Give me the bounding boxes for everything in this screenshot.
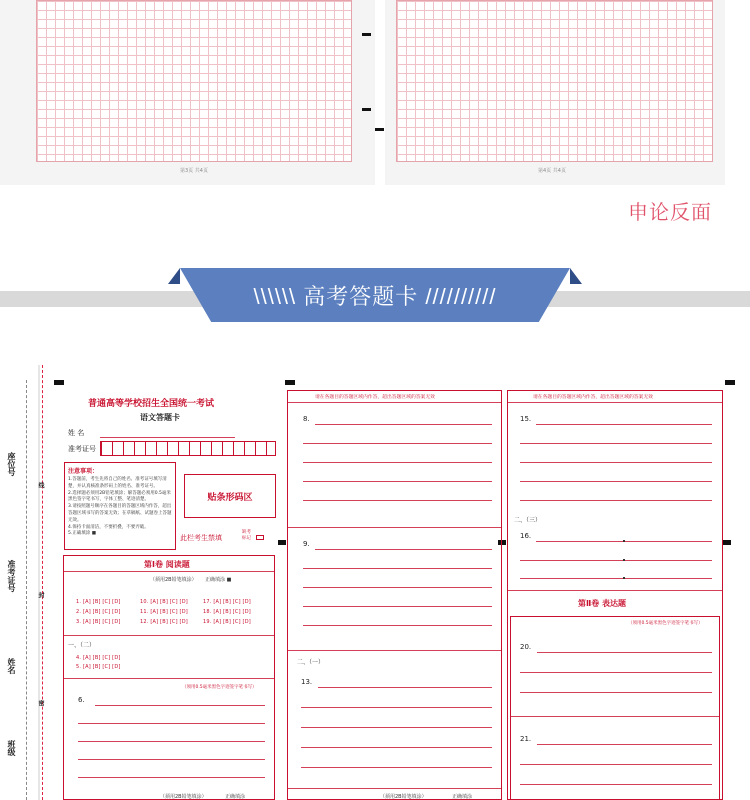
timing-mark: [375, 128, 384, 131]
answer-line[interactable]: [303, 606, 492, 607]
banner-fold-right: [570, 268, 582, 284]
bottom-fill-correct: 正确填涂: [452, 794, 473, 800]
answer-line[interactable]: [301, 747, 492, 748]
bottom-fill-note: （须用2B铅笔填涂）: [160, 794, 207, 800]
mc-divider: [63, 635, 275, 636]
bottom-fill-correct: 正确填涂: [225, 794, 246, 800]
absent-checkbox[interactable]: [256, 535, 264, 540]
answer-line[interactable]: [303, 500, 492, 501]
barcode-area: [184, 474, 276, 518]
answer-line[interactable]: [520, 672, 712, 673]
dot-mark: [623, 559, 625, 561]
warning-rule: [507, 402, 723, 403]
dot-mark: [623, 540, 625, 542]
section1-title-rule: [63, 571, 275, 572]
timing-mark: [285, 380, 295, 385]
answer-line[interactable]: [537, 744, 712, 745]
answer-line[interactable]: [520, 764, 712, 765]
mc-option[interactable]: 19. [A] [B] [C] [D]: [203, 619, 251, 625]
answer-line[interactable]: [520, 462, 712, 463]
secret-line-label: 密: [37, 700, 44, 706]
fill-note: （须用2B铅笔填涂）: [150, 577, 197, 583]
answer-line[interactable]: [301, 707, 492, 708]
exam-id-boxes[interactable]: [100, 441, 276, 456]
mc-option[interactable]: 5. [A] [B] [C] [D]: [76, 664, 121, 670]
class-side-label: 班级: [7, 740, 16, 756]
question-13-label: 13.: [301, 678, 313, 686]
no-fill-label: 此栏考生禁填: [180, 534, 222, 542]
absent-label: 缺考标记: [242, 530, 251, 541]
exam-id-side-label: 准考证号: [7, 560, 16, 592]
answer-line[interactable]: [520, 481, 712, 482]
answer-line[interactable]: [303, 443, 492, 444]
section2-frame: [510, 616, 720, 800]
answer-line[interactable]: [78, 777, 265, 778]
answer-line[interactable]: [520, 784, 712, 785]
note-item: 2.选择题必须用2B铅笔填涂；解答题必须用0.5毫米黑色签字笔书写，字体工整、笔迹清楚。: [68, 490, 171, 503]
middle-answer-frame: [287, 390, 502, 800]
mc-option[interactable]: 11. [A] [B] [C] [D]: [140, 609, 188, 615]
exam-id-label: 准考证号: [68, 445, 96, 453]
answer-line[interactable]: [303, 625, 492, 626]
note-item: 4.保持卡面清洁，不要折叠，不要弄破。: [68, 524, 149, 530]
answer-line[interactable]: [95, 705, 265, 706]
question-divider: [507, 590, 723, 591]
dot-mark: [623, 577, 625, 579]
left-essay-grid: [36, 0, 352, 162]
answer-line[interactable]: [318, 687, 492, 688]
pen-note: （须用0.5毫米黑色字迹签字笔书写）: [182, 685, 257, 690]
answer-line[interactable]: [520, 560, 712, 561]
sub-section-label: 二、（三）: [514, 517, 542, 524]
timing-mark: [723, 540, 731, 545]
name-side-label: 姓名: [7, 658, 16, 674]
bottom-fill-note: （须用2B铅笔填涂）: [380, 794, 427, 800]
question-20-label: 20.: [520, 643, 532, 651]
sub-section-label: 二、（一）: [297, 659, 325, 666]
note-item: 3.请按照题号顺序在各题目的答题区域内作答，超出答题区域书写的答案无效；在草稿纸、试题卷上答题无效。: [68, 504, 172, 523]
question-8-label: 8.: [303, 415, 310, 423]
answer-line[interactable]: [78, 759, 265, 760]
timing-mark: [725, 380, 735, 385]
mc-option[interactable]: 10. [A] [B] [C] [D]: [140, 599, 188, 605]
name-field-line[interactable]: [100, 437, 235, 438]
answer-line[interactable]: [520, 443, 712, 444]
question-21-label: 21.: [520, 735, 532, 743]
question-15-label: 15.: [520, 415, 532, 423]
mc-option[interactable]: 18. [A] [B] [C] [D]: [203, 609, 251, 615]
card-title: 语文答题卡: [140, 413, 180, 422]
fill-correct: 正确填涂 ■: [205, 577, 232, 583]
name-label: 姓 名: [68, 429, 85, 437]
section-caption: 申论反面: [628, 200, 712, 224]
exam-title: 普通高等学校招生全国统一考试: [88, 399, 215, 409]
mc-divider: [63, 678, 275, 679]
question-divider: [510, 716, 720, 717]
answer-line[interactable]: [520, 578, 712, 579]
timing-mark: [278, 540, 286, 545]
timing-mark: [54, 380, 64, 385]
seal-line-label: 封: [37, 592, 44, 598]
area-warning: 请在各题目的答题区域内作答，超出答题区域的答案无效: [315, 395, 435, 400]
mc-option[interactable]: 3. [A] [B] [C] [D]: [76, 619, 121, 625]
note-item: 1.答题前，考生先将自己的姓名、准考证号填写清楚，并认真核准条形码上的姓名、准考证号。: [68, 477, 167, 489]
timing-mark: [362, 33, 371, 36]
question-divider: [287, 650, 502, 651]
answer-line[interactable]: [303, 462, 492, 463]
notes-text: [68, 477, 173, 538]
answer-line[interactable]: [315, 549, 492, 550]
question-9-label: 9.: [303, 540, 310, 548]
banner-fold-left: [168, 268, 180, 284]
card-shadow: [38, 365, 40, 800]
left-page-number: 第3页 共4页: [180, 168, 208, 174]
mc-option[interactable]: 12. [A] [B] [C] [D]: [140, 619, 188, 625]
pen-note: （须用0.5毫米黑色字迹签字笔书写）: [628, 621, 703, 626]
warning-rule: [287, 402, 502, 403]
section2-title: 第Ⅱ卷 表达题: [578, 599, 627, 608]
right-essay-grid: [396, 0, 713, 162]
seat-number-label: 座位号: [7, 452, 16, 476]
answer-line[interactable]: [315, 424, 492, 425]
notes-title: 注意事项：: [68, 468, 99, 475]
mc-option[interactable]: 4. [A] [B] [C] [D]: [76, 655, 121, 661]
question-6-label: 6.: [78, 696, 85, 704]
mc-option[interactable]: 2. [A] [B] [C] [D]: [76, 609, 121, 615]
sub-section-label: 一、（二）: [68, 642, 96, 649]
area-warning: 请在各题目的答题区域内作答，超出答题区域的答案无效: [533, 395, 653, 400]
question-16-label: 16.: [520, 532, 532, 540]
timing-mark: [362, 108, 371, 111]
question-divider: [287, 788, 502, 789]
mc-option[interactable]: 1. [A] [B] [C] [D]: [76, 599, 121, 605]
side-divider: [26, 380, 27, 800]
answer-line[interactable]: [520, 500, 712, 501]
banner-title: \\\\\\ 高考答题卡 //////////: [253, 283, 497, 309]
answer-line[interactable]: [301, 767, 492, 768]
answer-line[interactable]: [78, 741, 265, 742]
mc-option[interactable]: 17. [A] [B] [C] [D]: [203, 599, 251, 605]
cut-line-label: 线: [37, 482, 44, 488]
section1-title: 第Ⅰ卷 阅读题: [144, 560, 190, 569]
answer-line[interactable]: [301, 727, 492, 728]
answer-line[interactable]: [303, 568, 492, 569]
answer-line[interactable]: [536, 424, 712, 425]
question-divider: [287, 527, 502, 528]
right-page-number: 第4页 共4页: [538, 168, 566, 174]
answer-line[interactable]: [303, 587, 492, 588]
answer-line[interactable]: [303, 481, 492, 482]
note-item: 5.正确填涂 ■: [68, 531, 96, 537]
answer-line[interactable]: [537, 652, 712, 653]
answer-line[interactable]: [520, 692, 712, 693]
barcode-label: 贴条形码区: [207, 492, 253, 503]
answer-line[interactable]: [78, 723, 265, 724]
